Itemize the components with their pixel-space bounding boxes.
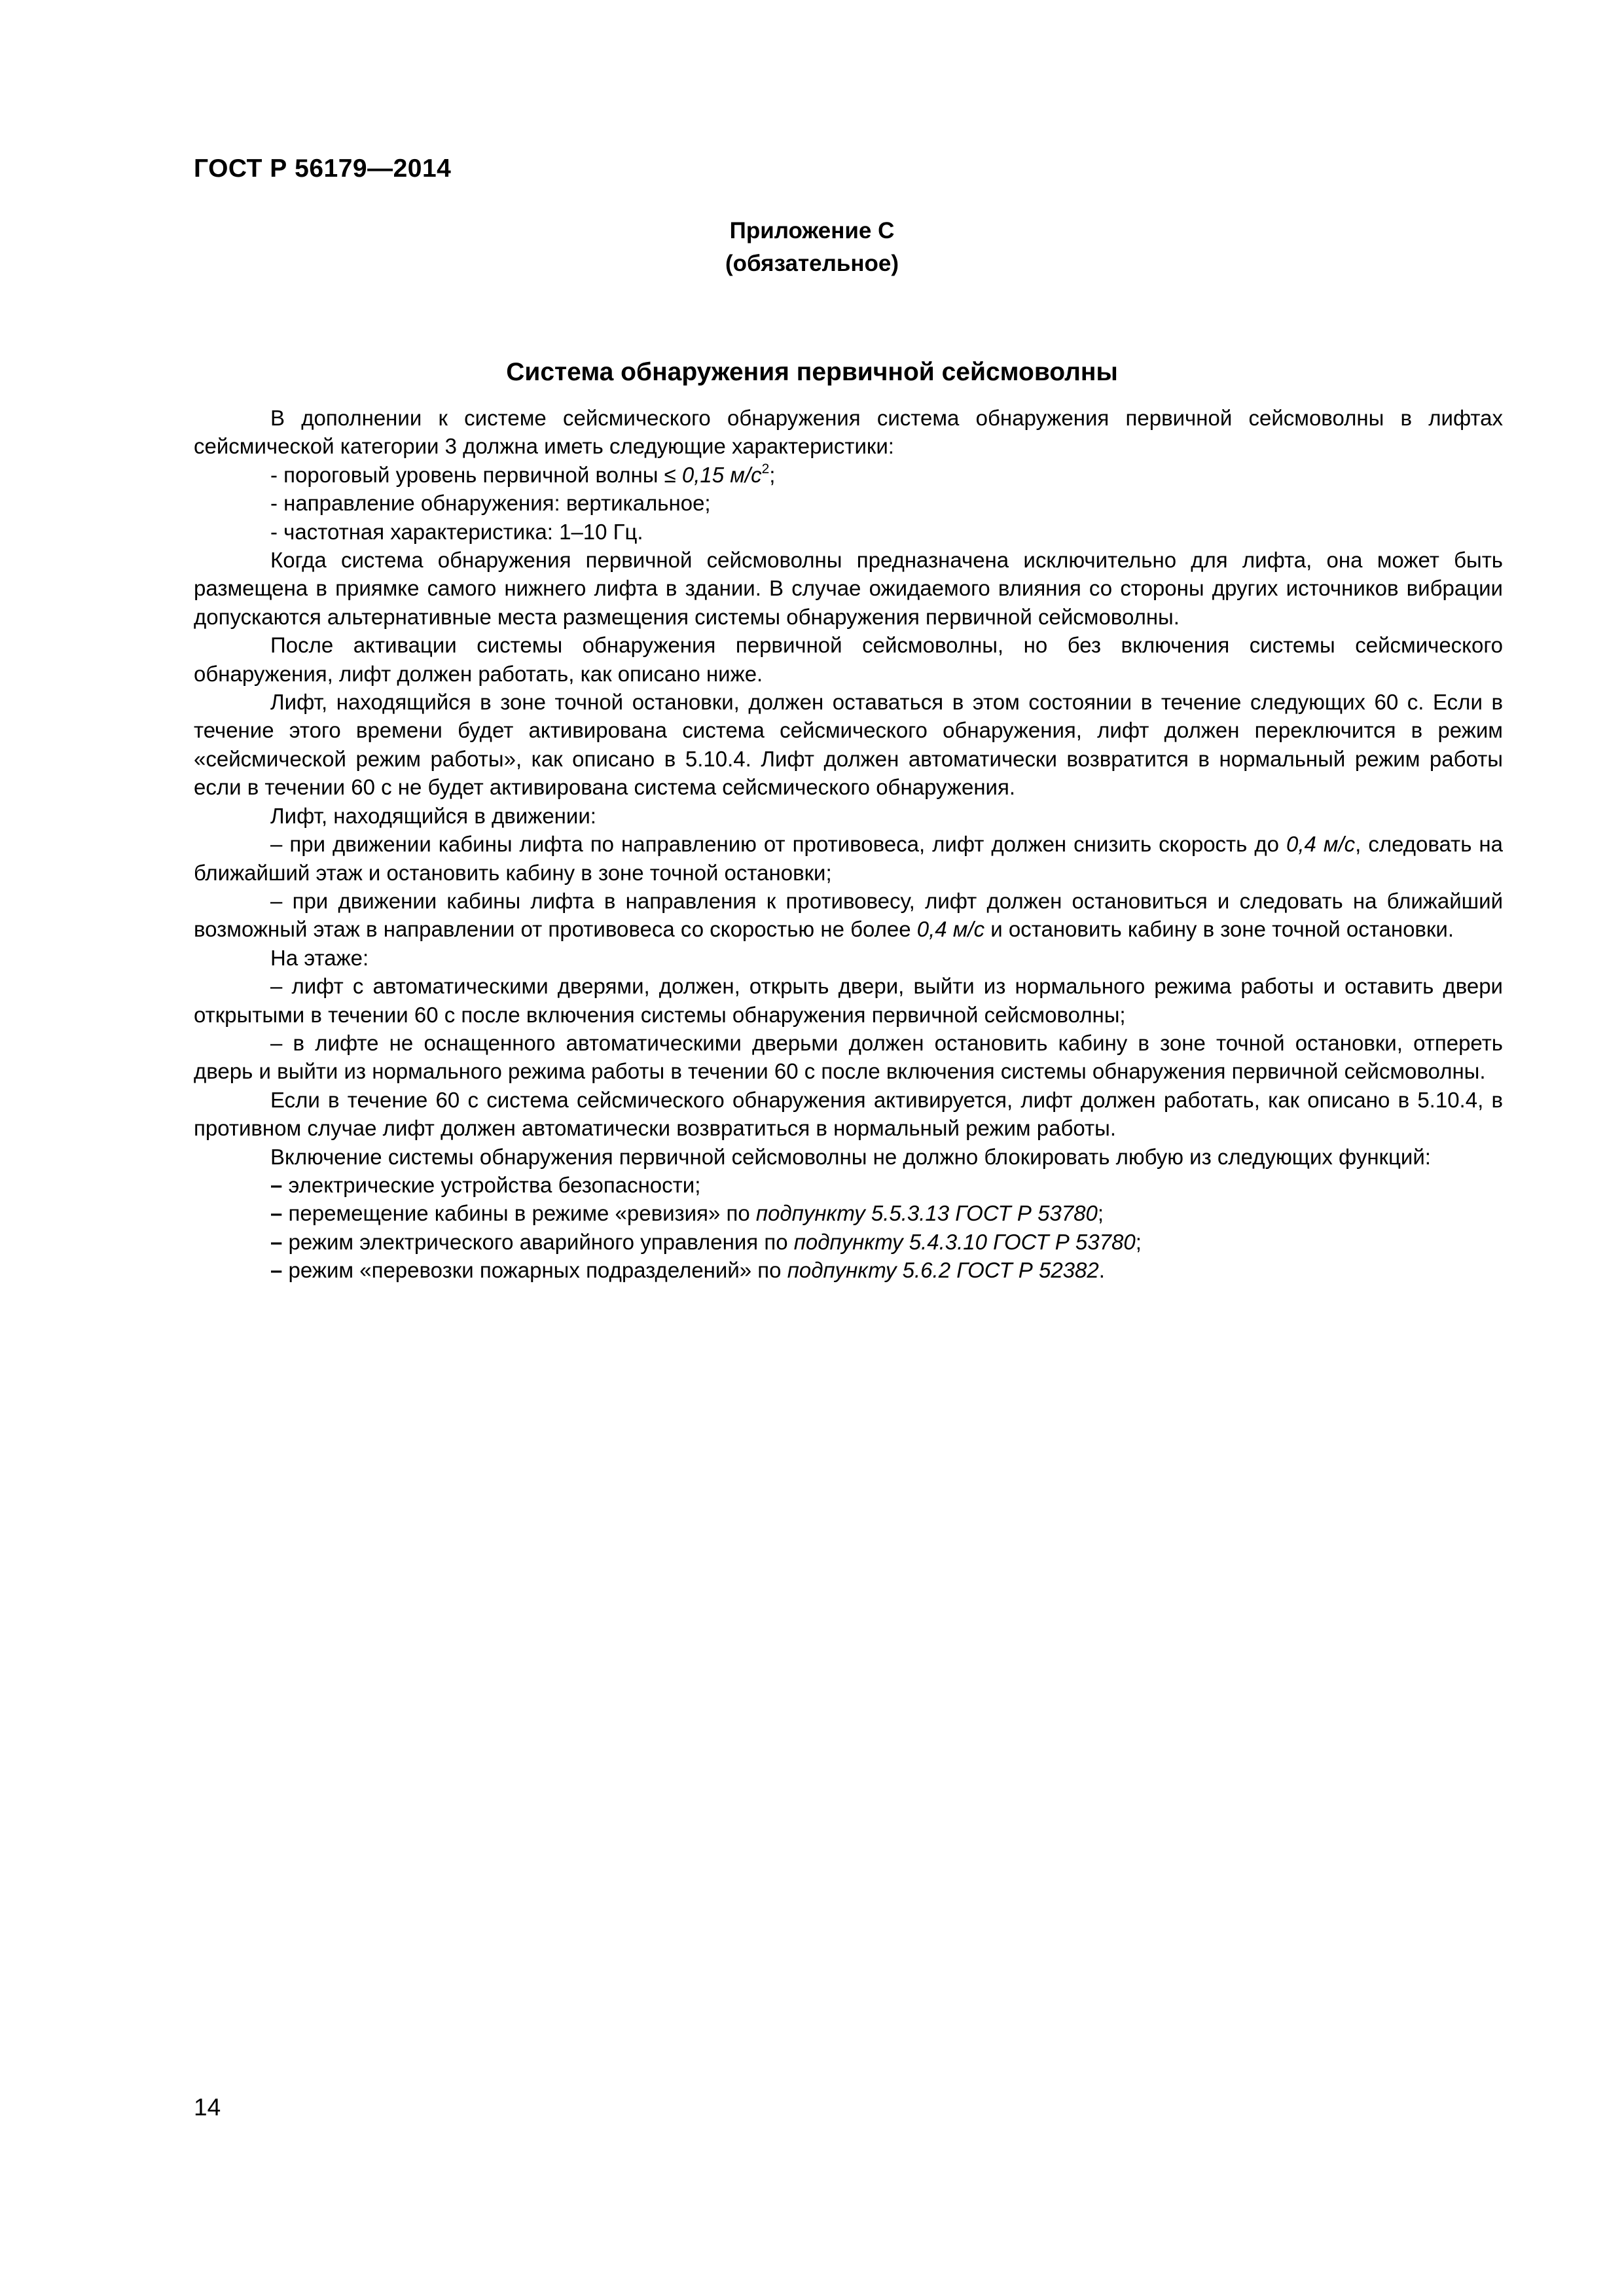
paragraph: Лифт, находящийся в зоне точной остановки, должен оставаться в этом состоянии в течение следующих 60 с. Если в течение этого времени будет активирована система сейсмического обнаружения, лифт должен переключится в режим «сейсмической режим работы», как описано в 5.10.4. Лифт должен автоматически возвратится в нормальный режим работы если в течении 60 с не будет активирована система сейсмического обнаружения. <box>194 690 1503 800</box>
list-item: – лифт с автоматическими дверями, должен, открыть двери, выйти из нормального режима работы и оставить двери открытыми в течении 60 с после включения системы обнаружения первичной сейсмоволны; <box>194 974 1503 1027</box>
paragraph: Включение системы обнаружения первичной сейсмоволны не должно блокировать любую из следующих функций: <box>270 1144 1431 1169</box>
list-item: – режим «перевозки пожарных подразделений» по подпункту 5.6.2 ГОСТ Р 52382. <box>270 1258 1105 1283</box>
list-item: - направление обнаружения: вертикальное; <box>270 491 711 516</box>
paragraph: Когда система обнаружения первичной сейсмоволны предназначена исключительно для лифта, она может быть размещена в приямке самого нижнего лифта в здании. В случае ожидаемого влияния со стороны других источников вибрации допускаются альтернативные места размещения системы обнаружения первичной сейсмоволны. <box>194 548 1503 629</box>
list-item: – при движении кабины лифта по направлению от противовеса, лифт должен снизить скорость до 0,4 м/с, следовать на ближайший этаж и остановить кабину в зоне точной остановки; <box>194 832 1503 885</box>
annex-title: Приложение С <box>729 218 895 243</box>
list-item: – в лифте не оснащенного автоматическими дверьми должен остановить кабину в зоне точной остановки, отпереть дверь и выйти из нормального режима работы в течении 60 с после включения системы обнаружения первичной сейсмоволны. <box>194 1030 1503 1084</box>
paragraph: В дополнении к системе сейсмического обнаружения система обнаружения первичной сейсмоволны в лифтах сейсмической категории 3 должна иметь следующие характеристики: <box>194 406 1503 459</box>
list-item: – при движении кабины лифта в направления к противовесу, лифт должен остановиться и следовать на ближайший возможный этаж в направлении от противовеса со скоростью не более 0,4 м/с и остановить кабину в зоне точной остановки. <box>194 888 1503 942</box>
annex-status: (обязательное) <box>725 251 899 276</box>
section-title: Система обнаружения первичной сейсмоволны <box>506 358 1118 386</box>
paragraph: Если в течение 60 с система сейсмического обнаружения активируется, лифт должен работать, как описано в 5.10.4, в противном случае лифт должен автоматически возвратиться в нормальный режим работы. <box>194 1087 1503 1141</box>
page-number: 14 <box>194 2094 221 2121</box>
list-item: - частотная характеристика: 1–10 Гц. <box>270 519 643 544</box>
body-text <box>194 404 1503 1285</box>
list-item: – перемещение кабины в режиме «ревизия» по подпункту 5.5.3.13 ГОСТ Р 53780; <box>270 1201 1104 1226</box>
list-item: – электрические устройства безопасности; <box>270 1172 701 1197</box>
list-item: - пороговый уровень первичной волны ≤ 0,15 $м/с^2$; <box>270 461 776 487</box>
document-code: ГОСТ Р 56179—2014 <box>194 154 452 183</box>
paragraph: Лифт, находящийся в движении: <box>270 803 596 828</box>
paragraph: После активации системы обнаружения первичной сейсмоволны, но без включения системы сейсмического обнаружения, лифт должен работать, как описано ниже. <box>194 633 1503 686</box>
list-item: – режим электрического аварийного управления по подпункту 5.4.3.10 ГОСТ Р 53780; <box>270 1229 1142 1254</box>
paragraph: На этаже: <box>270 945 369 970</box>
